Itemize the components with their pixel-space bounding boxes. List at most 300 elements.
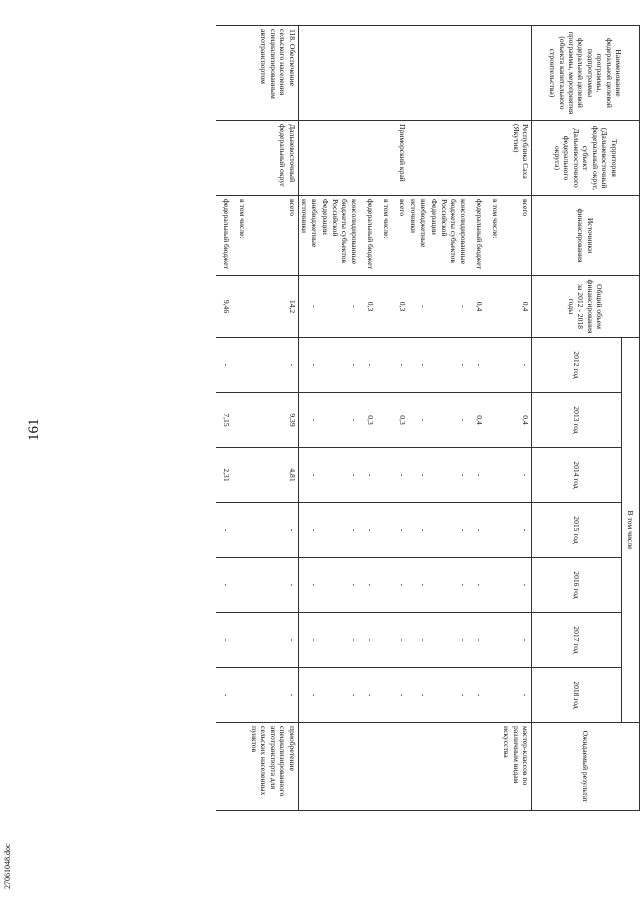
row-result-cell [485,723,501,811]
row-source-cell [232,196,248,276]
row-year-value-cell-text: - [222,363,232,367]
row-year-value-cell-text [486,451,500,499]
row-total-cell [469,276,485,338]
row-total-cell-text: 9,46 [222,299,232,314]
row-total-cell [248,276,298,338]
row-year-value-cell [298,338,319,393]
table-row [501,26,532,811]
row-year-value-cell-text: - [474,638,484,642]
row-year-value-cell-text: - [521,583,530,587]
row-source-cell-text: внебюджетные источники [409,199,428,248]
row-territory-cell [429,121,469,196]
row-year-value-cell-text [486,561,500,609]
row-year-value-cell-text [233,561,247,609]
header-year: 2018 год [532,668,622,723]
row-territory-cell [232,121,248,196]
row-year-value-cell-text: - [349,473,359,477]
row-result-cell-text: приобретение специализированного автотранспорта для сельских населенных пунктов [249,726,297,797]
row-year-value-cell [408,668,429,723]
row-year-value-cell-text [377,561,391,609]
row-year-value-cell [376,668,392,723]
row-territory-cell [248,121,298,196]
row-source-cell [298,196,319,276]
row-name-cell-text [361,29,375,117]
row-year-value-cell [360,613,376,668]
row-result-cell [376,723,392,811]
row-source-cell [429,196,469,276]
row-total-cell [392,276,408,338]
row-name-cell-text [414,29,428,117]
row-year-value-cell [485,558,501,613]
row-name-cell-text [470,29,484,117]
row-year-value-cell [298,393,319,448]
row-year-value-cell-text [377,671,391,719]
row-total-cell-text: - [349,305,359,308]
header-year: 2013 год [532,393,622,448]
row-year-value-cell-text [233,506,247,554]
row-year-value-cell [501,503,532,558]
header-name: Наименование федеральной целевой программы, подпрограммы федеральной целевой программы, мероприятия (объекта капитального строительства) [532,26,640,121]
row-source-cell-text: федеральный бюджет [365,199,375,269]
row-year-value-cell-text: - [418,418,428,422]
row-year-value-cell-text: - [287,583,297,587]
row-year-value-cell [298,558,319,613]
row-total-cell [360,276,376,338]
row-year-value-cell-text: - [458,583,468,587]
row-source-cell [392,196,408,276]
row-result-cell-text [454,726,468,807]
row-year-value-cell [248,668,298,723]
row-territory-cell [320,121,360,196]
table-row [429,26,469,811]
row-year-value-cell-text: - [458,418,468,422]
row-year-value-cell-text: - [349,363,359,367]
row-source-cell [501,196,532,276]
row-year-value-cell [376,338,392,393]
row-year-value-cell-text: - [287,528,297,532]
row-name-cell [298,26,319,121]
row-year-value-cell-text: - [397,583,407,587]
row-year-value-cell [232,668,248,723]
row-year-value-cell [320,338,360,393]
row-result-cell-text [361,726,375,807]
row-year-value-cell [469,613,485,668]
row-result-cell [298,723,319,811]
row-name-cell [360,26,376,121]
row-year-value-cell-text: - [418,638,428,642]
row-year-value-cell [376,558,392,613]
row-source-cell-text: в том числе: [490,199,500,239]
row-year-value-cell-text: - [474,528,484,532]
row-year-value-cell [469,503,485,558]
row-year-value-cell-text: - [309,363,319,367]
row-year-value-cell-text: 0,4 [474,415,484,425]
row-year-value-cell [248,448,298,503]
row-year-value-cell [216,668,232,723]
row-year-value-cell-text: - [458,363,468,367]
row-total-cell-text: - [458,305,468,308]
row-territory-cell-text [486,124,500,192]
row-source-cell-text: федеральный бюджет [474,199,484,269]
row-source-cell-text: всего [287,199,297,217]
row-territory-cell-text: Республика Саха (Якутия) [511,124,530,179]
row-total-cell [501,276,532,338]
table-row [232,26,248,811]
row-year-value-cell-text: - [309,528,319,532]
row-result-cell-text [305,726,319,807]
row-year-value-cell-text: - [474,583,484,587]
row-year-value-cell [248,558,298,613]
header-sources: Источники финансирования [532,196,640,276]
row-name-cell-text [233,29,247,117]
row-total-cell-text: 14,2 [287,299,297,314]
row-year-value-cell-text: 4,81 [287,468,297,482]
row-year-value-cell-text: - [309,693,319,697]
row-year-value-cell-text: - [349,583,359,587]
row-name-cell-text [345,29,359,117]
row-result-cell [469,723,485,811]
row-year-value-cell [216,558,232,613]
row-result-cell-text: мастер-классов по различным видам искусства [502,726,530,786]
row-year-value-cell-text: - [458,693,468,697]
row-year-value-cell [248,503,298,558]
row-year-value-cell-text: - [287,693,297,697]
row-result-cell-text [217,726,231,807]
table-body [216,26,531,811]
row-total-cell [216,276,232,338]
row-name-cell [216,26,232,121]
row-territory-cell [485,121,501,196]
row-result-cell [320,723,360,811]
row-year-value-cell [376,613,392,668]
row-source-cell [248,196,298,276]
row-year-value-cell-text: - [458,473,468,477]
row-year-value-cell [501,558,532,613]
row-year-value-cell-text: - [474,473,484,477]
row-year-value-cell [392,393,408,448]
row-year-value-cell [216,338,232,393]
row-territory-cell-text [361,124,375,192]
row-year-value-cell [469,448,485,503]
row-year-value-cell [392,338,408,393]
row-name-cell-text [454,29,468,117]
row-year-value-cell [408,503,429,558]
row-result-cell-text [470,726,484,807]
row-year-value-cell [232,613,248,668]
row-year-value-cell [485,448,501,503]
row-year-value-cell [485,503,501,558]
row-year-value-cell-text [377,396,391,444]
row-source-cell-text: внебюджетные источники [300,199,319,248]
row-year-value-cell [429,558,469,613]
row-result-cell [408,723,429,811]
row-year-value-cell [360,448,376,503]
row-total-cell-text [377,279,391,334]
row-year-value-cell [360,668,376,723]
row-source-cell-text: всего [521,199,530,217]
row-year-value-cell-text: - [418,363,428,367]
header-year: 2017 год [532,613,622,668]
row-name-cell-text [305,29,319,117]
row-total-cell-text: 0,4 [521,301,530,312]
row-year-value-cell-text [233,396,247,444]
row-year-value-cell-text: - [309,418,319,422]
row-year-value-cell-text [233,341,247,389]
row-year-value-cell-text: - [349,638,359,642]
row-year-value-cell [392,448,408,503]
header-year: 2016 год [532,558,622,613]
row-year-value-cell [392,613,408,668]
row-year-value-cell [360,503,376,558]
row-year-value-cell-text: - [365,638,375,642]
row-total-cell [485,276,501,338]
row-year-value-cell [485,393,501,448]
row-year-value-cell [408,338,429,393]
row-result-cell [216,723,232,811]
table-row [216,26,232,811]
row-year-value-cell-text: - [521,693,530,697]
row-year-value-cell [501,613,532,668]
table-row [248,26,298,811]
row-territory-cell-text [414,124,428,192]
row-year-value-cell [485,668,501,723]
row-year-value-cell-text: - [349,418,359,422]
row-total-cell [298,276,319,338]
row-year-value-cell [232,558,248,613]
row-territory-cell-text [305,124,319,192]
row-year-value-cell [392,668,408,723]
table-row [320,26,360,811]
row-year-value-cell-text: - [365,363,375,367]
row-year-value-cell [408,448,429,503]
row-territory-cell-text [345,124,359,192]
row-year-value-cell-text: - [222,638,232,642]
row-source-cell-text: консолидированные бюджеты субъектов Российской Федерации [430,199,468,265]
row-year-value-cell [216,613,232,668]
row-year-value-cell-text [486,341,500,389]
row-year-value-cell-text: - [397,473,407,477]
row-year-value-cell-text: - [287,638,297,642]
row-year-value-cell [501,668,532,723]
row-year-value-cell [248,393,298,448]
row-year-value-cell-text: 0,3 [397,415,407,425]
row-year-value-cell-text: - [287,363,297,367]
row-source-cell [320,196,360,276]
row-name-cell [485,26,501,121]
row-territory-cell [216,121,232,196]
row-year-value-cell [469,558,485,613]
row-year-value-cell-text: - [397,693,407,697]
row-total-cell-text [486,279,500,334]
row-name-cell [248,26,298,121]
row-year-value-cell-text: 7,15 [222,413,232,427]
row-year-value-cell [469,668,485,723]
row-year-value-cell-text [486,506,500,554]
row-year-value-cell-text: - [521,528,530,532]
header-year: 2014 год [532,448,622,503]
table-row [360,26,376,811]
row-year-value-cell [232,338,248,393]
row-name-cell-text [217,29,231,117]
row-territory-cell-text [377,124,391,192]
row-name-cell [392,26,408,121]
row-year-value-cell [320,668,360,723]
row-year-value-cell [469,393,485,448]
row-territory-cell [376,121,392,196]
row-year-value-cell [429,448,469,503]
row-year-value-cell [392,558,408,613]
row-year-value-cell [501,448,532,503]
row-territory-cell [392,121,408,196]
row-year-value-cell-text [486,671,500,719]
row-year-value-cell [429,668,469,723]
row-year-value-cell [360,338,376,393]
row-territory-cell-text: Дальневосточный федеральный округ [278,124,297,188]
row-year-value-cell [485,338,501,393]
row-total-cell [232,276,248,338]
row-year-value-cell [216,503,232,558]
row-source-cell [408,196,429,276]
row-year-value-cell [320,448,360,503]
header-territory: Территория (Дальневосточный федеральный округ, субъект Дальневосточного федерального округа) [532,121,640,196]
row-total-cell-text: - [418,305,428,308]
table-row [376,26,392,811]
row-year-value-cell-text [486,396,500,444]
row-result-cell-text [377,726,391,807]
row-year-value-cell-text: - [521,638,530,642]
row-total-cell-text: 0,3 [397,301,407,312]
row-result-cell [501,723,532,811]
row-year-value-cell [216,393,232,448]
row-year-value-cell-text: - [309,473,319,477]
row-total-cell-text: 0,4 [474,301,484,312]
row-year-value-cell-text: - [365,473,375,477]
row-year-value-cell [408,558,429,613]
row-result-cell-text [345,726,359,807]
header-total: Общий объем финансирования за 2012 - 2018 годы [532,276,640,338]
row-total-cell [320,276,360,338]
row-territory-cell-text [233,124,247,192]
row-year-value-cell [232,448,248,503]
row-year-value-cell-text: - [418,693,428,697]
row-name-cell [429,26,469,121]
row-year-value-cell-text: 0,4 [521,415,530,425]
row-year-value-cell-text: - [349,528,359,532]
row-source-cell-text: федеральный бюджет [222,199,232,269]
row-territory-cell [360,121,376,196]
row-territory-cell-text [454,124,468,192]
header-including: В том числе [622,338,640,723]
row-year-value-cell-text [233,671,247,719]
row-source-cell [360,196,376,276]
row-year-value-cell-text: - [521,363,530,367]
row-year-value-cell [298,613,319,668]
row-result-cell-text [486,726,500,807]
row-year-value-cell [429,503,469,558]
row-name-cell [408,26,429,121]
table-row [298,26,319,811]
table-row [392,26,408,811]
row-year-value-cell-text: - [222,528,232,532]
row-year-value-cell [320,503,360,558]
row-source-cell-text: в том числе: [381,199,391,239]
row-year-value-cell [376,448,392,503]
row-name-cell-text [486,29,500,117]
row-year-value-cell-text: - [458,528,468,532]
row-year-value-cell [501,393,532,448]
page-number: 161 [26,418,42,441]
row-year-value-cell [360,393,376,448]
table-row [485,26,501,811]
row-year-value-cell-text: - [521,473,530,477]
row-total-cell [376,276,392,338]
row-year-value-cell [429,393,469,448]
row-territory-cell-text: Приморский край [397,124,407,182]
row-year-value-cell [232,503,248,558]
row-year-value-cell [485,613,501,668]
header-result: Ожидаемый результат [532,723,640,811]
row-year-value-cell-text: - [365,693,375,697]
row-year-value-cell [298,503,319,558]
row-result-cell [248,723,298,811]
row-year-value-cell [469,338,485,393]
row-source-cell [469,196,485,276]
row-result-cell [429,723,469,811]
row-year-value-cell [429,613,469,668]
row-year-value-cell-text: - [309,638,319,642]
row-year-value-cell-text [377,506,391,554]
row-result-cell [392,723,408,811]
row-total-cell-text [233,279,247,334]
row-year-value-cell [408,393,429,448]
row-year-value-cell-text: - [349,693,359,697]
row-year-value-cell-text [377,616,391,664]
row-year-value-cell-text [233,616,247,664]
row-year-value-cell-text [377,341,391,389]
row-year-value-cell-text: - [418,583,428,587]
row-year-value-cell [429,338,469,393]
row-result-cell-text [393,726,407,807]
row-name-cell-text [393,29,407,117]
row-source-cell [485,196,501,276]
row-year-value-cell-text: - [397,638,407,642]
page-content [50,25,640,845]
row-year-value-cell [248,338,298,393]
row-year-value-cell [216,448,232,503]
row-year-value-cell-text: - [222,583,232,587]
row-year-value-cell-text: - [365,583,375,587]
row-territory-cell [408,121,429,196]
row-territory-cell [501,121,532,196]
row-year-value-cell [360,558,376,613]
row-name-cell [320,26,360,121]
row-year-value-cell [232,393,248,448]
row-year-value-cell-text: - [418,473,428,477]
row-total-cell [408,276,429,338]
row-year-value-cell [392,503,408,558]
row-source-cell-text: в том числе: [238,199,248,239]
row-year-value-cell-text: - [397,363,407,367]
row-year-value-cell [408,613,429,668]
rotated-page [50,25,640,845]
row-name-cell-text: 118. Обеспечение сельского населения специализированным автотранспортом [259,29,297,99]
row-total-cell-text: - [309,305,319,308]
row-name-cell-text [516,29,530,117]
row-territory-cell [469,121,485,196]
row-year-value-cell-text [486,616,500,664]
row-year-value-cell-text: - [474,363,484,367]
row-territory-cell-text [470,124,484,192]
